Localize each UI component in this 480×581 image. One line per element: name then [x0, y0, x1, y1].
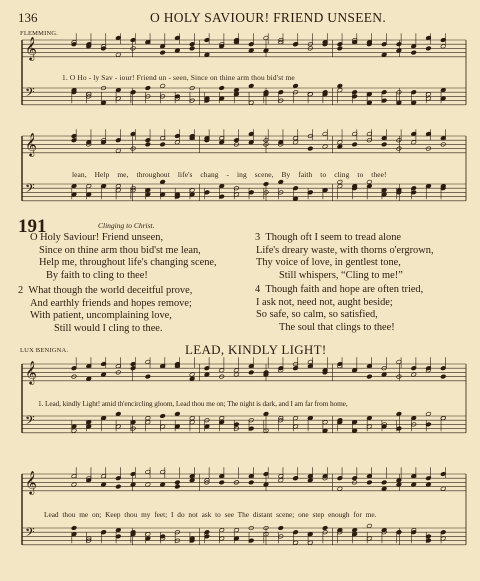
- hymn-number: 191: [18, 216, 47, 237]
- note-head: [130, 482, 136, 487]
- stanza-number: 2: [18, 285, 24, 296]
- note-head: [263, 482, 269, 487]
- stanza-line: Help me, throughout life's changing scene,: [39, 257, 217, 269]
- stanza-3: [255, 232, 434, 282]
- note-head: [381, 52, 387, 57]
- note-head: [263, 411, 269, 416]
- note-head: [352, 142, 358, 147]
- note-head: [101, 416, 107, 421]
- tune-name-2: LUX BENIGNA.: [20, 347, 69, 354]
- note-head: [219, 140, 225, 145]
- stanza-line: Life's dreary waste, with thorns o'ergrown,: [256, 244, 434, 256]
- tune-name-1: FLEMMING.: [20, 30, 59, 37]
- note-head: [440, 374, 446, 379]
- note-head: [160, 142, 166, 147]
- note-head: [248, 140, 254, 145]
- note-head: [160, 414, 166, 419]
- note-head: [189, 478, 195, 483]
- stanza-2: [18, 285, 192, 335]
- treble-clef: 𝄞: [25, 470, 37, 494]
- note-head: [337, 140, 343, 145]
- note-head: [426, 411, 432, 416]
- lyric-underlay-1b: lean, Help me, throughout life's chang - ing scene, By faith to cling to thee!: [72, 170, 387, 179]
- note-head: [278, 478, 284, 483]
- note-head: [337, 144, 343, 149]
- stanza-line: With patient, uncomplaining love,: [30, 310, 172, 322]
- note-head: [293, 416, 299, 421]
- note-head: [115, 148, 121, 153]
- note-head: [396, 482, 402, 487]
- note-head: [248, 480, 254, 485]
- stanza-line: The soul that clings to thee!: [279, 321, 395, 333]
- lyric-underlay-2a: 1. Lead, kindly Light! amid th'encircling gloom, Lead thou me on; The night is dark, and I am far from home,: [38, 399, 348, 408]
- note-head: [145, 374, 151, 379]
- note-head: [337, 179, 343, 184]
- note-head: [352, 528, 358, 533]
- note-head: [189, 46, 195, 51]
- hymn-subheading: Clinging to Christ.: [98, 221, 155, 230]
- note-head: [248, 83, 254, 88]
- note-head: [160, 50, 166, 55]
- note-head: [115, 52, 121, 57]
- hymn-title-2: LEAD, KINDLY LIGHT!: [185, 342, 327, 357]
- note-head: [396, 48, 402, 53]
- note-head: [396, 478, 402, 483]
- note-head: [189, 376, 195, 381]
- note-head: [293, 83, 299, 88]
- note-head: [411, 416, 417, 421]
- note-head: [248, 370, 254, 375]
- note-head: [160, 482, 166, 487]
- note-head: [71, 526, 77, 531]
- note-head: [381, 142, 387, 147]
- note-head: [234, 528, 240, 533]
- note-head: [175, 140, 181, 145]
- note-head: [367, 416, 373, 421]
- note-head: [440, 416, 446, 421]
- note-head: [278, 526, 284, 531]
- note-head: [337, 83, 343, 88]
- stanza-line: By faith to cling to thee!: [46, 269, 148, 281]
- stanza-line: O Holy Saviour! Friend unseen,: [30, 232, 164, 243]
- stanza-line: I ask not, need not, aught beside;: [256, 296, 393, 308]
- treble-clef: 𝄞: [25, 360, 37, 384]
- note-head: [175, 480, 181, 485]
- stanza-line: What though the world deceitful prove,: [28, 285, 193, 296]
- note-head: [234, 88, 240, 93]
- note-head: [86, 376, 92, 381]
- bass-clef: 𝄢: [25, 181, 35, 199]
- note-head: [337, 88, 343, 93]
- note-head: [381, 372, 387, 377]
- lyric-underlay-2b: Lead thou me on; Keep thou my feet; I do not ask to see The distant scene; one step enough for me.: [44, 510, 377, 519]
- note-head: [426, 46, 432, 51]
- note-head: [175, 48, 181, 53]
- stanza-line: So safe, so calm, so satisfied,: [256, 309, 378, 321]
- note-head: [234, 368, 240, 373]
- note-head: [322, 526, 328, 531]
- note-head: [396, 411, 402, 416]
- bass-clef: 𝄢: [25, 85, 35, 103]
- note-head: [115, 411, 121, 416]
- note-head: [204, 372, 210, 377]
- treble-clef: 𝄞: [25, 132, 37, 156]
- note-head: [86, 140, 92, 145]
- note-head: [219, 368, 225, 373]
- note-head: [101, 140, 107, 145]
- note-head: [411, 44, 417, 49]
- bass-clef: 𝄢: [25, 525, 35, 543]
- note-head: [219, 184, 225, 189]
- note-head: [426, 184, 432, 189]
- note-head: [115, 484, 121, 489]
- note-head: [411, 482, 417, 487]
- note-head: [367, 480, 373, 485]
- stanza-line: Though faith and hope are often tried,: [265, 284, 424, 295]
- note-head: [101, 46, 107, 51]
- note-head: [175, 411, 181, 416]
- note-head: [411, 50, 417, 55]
- note-head: [189, 416, 195, 421]
- stanza-line: Still whispers, “Cling to me!”: [279, 269, 403, 281]
- note-head: [367, 179, 373, 184]
- stanza-line: Since on thine arm thou bid'st me lean,: [39, 244, 201, 256]
- note-head: [440, 88, 446, 93]
- note-head: [189, 372, 195, 377]
- note-head: [411, 372, 417, 377]
- treble-clef: 𝄞: [25, 36, 37, 60]
- note-head: [293, 140, 299, 145]
- note-head: [145, 416, 151, 421]
- note-head: [411, 140, 417, 145]
- stanza-line: Though oft I seem to tread alone: [265, 232, 402, 243]
- stanza-1: [30, 232, 217, 282]
- lyric-underlay-1a: 1. O Ho - ly Sav - iour! Friend un - seen, Since on thine arm thou bid'st me: [62, 73, 295, 82]
- note-head: [219, 528, 225, 533]
- note-head: [160, 83, 166, 88]
- note-head: [307, 416, 313, 421]
- hymn-title-1: O HOLY SAVIOUR! FRIEND UNSEEN.: [150, 10, 387, 25]
- page-number: 136: [18, 10, 38, 25]
- note-head: [381, 528, 387, 533]
- note-head: [367, 523, 373, 528]
- note-head: [426, 482, 432, 487]
- note-head: [115, 88, 121, 93]
- note-head: [145, 142, 151, 147]
- note-head: [145, 86, 151, 91]
- note-head: [337, 184, 343, 189]
- note-head: [175, 484, 181, 489]
- note-head: [263, 48, 269, 53]
- stanza-line: Thy voice of love, in gentlest tone,: [256, 257, 401, 269]
- note-head: [71, 184, 77, 189]
- note-head: [101, 482, 107, 487]
- note-head: [145, 482, 151, 487]
- note-head: [101, 372, 107, 377]
- note-head: [115, 528, 121, 533]
- note-head: [101, 184, 107, 189]
- note-head: [307, 146, 313, 151]
- note-head: [440, 44, 446, 49]
- stanza-line: And earthly friends and hopes remove;: [30, 297, 192, 309]
- note-head: [160, 179, 166, 184]
- note-head: [248, 48, 254, 53]
- note-head: [204, 52, 210, 57]
- stanza-number: 3: [255, 232, 261, 243]
- note-head: [381, 480, 387, 485]
- note-head: [278, 179, 284, 184]
- note-head: [322, 144, 328, 149]
- note-head: [337, 486, 343, 491]
- stanza-4: [255, 284, 423, 334]
- note-head: [234, 372, 240, 377]
- note-head: [367, 374, 373, 379]
- note-head: [160, 44, 166, 49]
- note-head: [219, 480, 225, 485]
- note-head: [86, 184, 92, 189]
- note-head: [337, 46, 343, 51]
- note-head: [219, 44, 225, 49]
- note-head: [219, 86, 225, 91]
- note-head: [71, 482, 77, 487]
- note-head: [440, 486, 446, 491]
- note-head: [367, 184, 373, 189]
- stanza-number: 4: [255, 284, 261, 295]
- note-head: [381, 486, 387, 491]
- bass-clef: 𝄢: [25, 413, 35, 431]
- stanza-line: Still would I cling to thee.: [54, 322, 163, 334]
- note-head: [307, 478, 313, 483]
- note-head: [115, 184, 121, 189]
- note-head: [352, 368, 358, 373]
- note-head: [219, 416, 225, 421]
- note-head: [263, 182, 269, 187]
